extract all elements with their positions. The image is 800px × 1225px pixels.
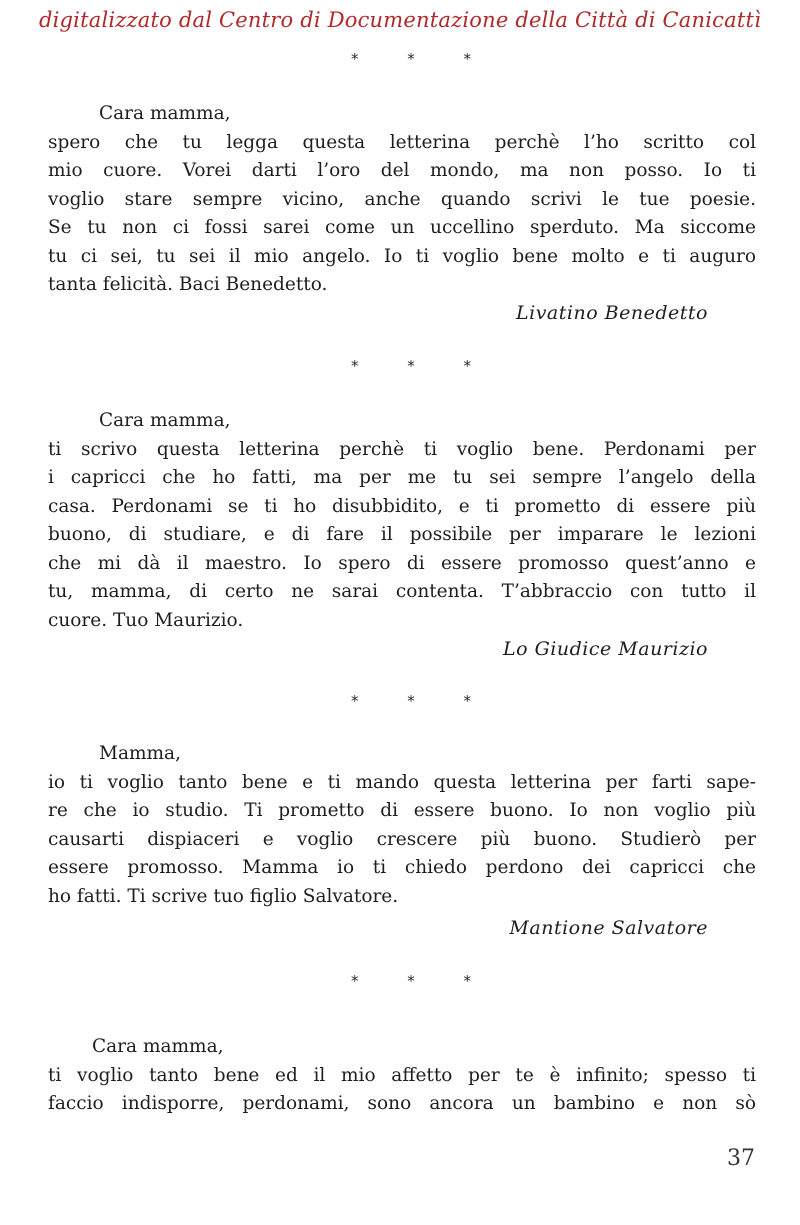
text-line: i capricci che ho fatti, ma per me tu sei sempre l’angelo della	[48, 467, 756, 488]
letter-1	[48, 100, 756, 300]
text-line: io ti voglio tanto bene e ti mando questa letterina per farti sape-	[48, 771, 756, 793]
section-separator: * * *	[350, 50, 494, 68]
section-separator: * * *	[350, 692, 494, 710]
letter-signature: Livatino Benedetto	[516, 302, 708, 324]
page-number: 37	[727, 1146, 755, 1171]
text-line: cuore. Tuo Maurizio.	[48, 609, 244, 631]
text-line: mio cuore. Vorei darti l’oro del mondo, ma non posso. Io ti	[48, 160, 756, 181]
text-line: ho fatti. Ti scrive tuo figlio Salvatore.	[48, 885, 399, 907]
letter-2	[48, 407, 756, 635]
text-line: voglio stare sempre vicino, anche quando scrivi le tue poesie.	[48, 188, 756, 210]
text-line: Se tu non ci fossi sarei come un uccellino sperduto. Ma siccome	[48, 217, 756, 238]
letter-4	[48, 1033, 756, 1119]
text-line: ti scrivo questa letterina perchè ti voglio bene. Perdonami per	[48, 438, 756, 460]
text-line: re che io studio. Ti prometto di essere buono. Io non voglio più	[48, 800, 756, 821]
letter-salutation: Cara mamma,	[99, 410, 231, 431]
text-line: tu, mamma, di certo ne sarai contenta. T’abbraccio con tutto il	[48, 581, 756, 602]
text-line: casa. Perdonami se ti ho disubbidito, e ti prometto di essere più	[48, 495, 756, 517]
text-line: causarti dispiaceri e voglio crescere più buono. Studierò per	[48, 828, 756, 850]
section-separator: * * *	[350, 972, 494, 990]
letter-salutation: Cara mamma,	[99, 103, 231, 124]
text-line: tu ci sei, tu sei il mio angelo. Io ti voglio bene molto e ti auguro	[48, 245, 756, 267]
letter-signature: Mantione Salvatore	[509, 917, 708, 939]
letter-3	[48, 740, 756, 911]
text-line: spero che tu legga questa letterina perchè l’ho scritto col	[48, 131, 756, 153]
text-line: tanta felicità. Baci Benedetto.	[48, 274, 328, 295]
text-line: ti voglio tanto bene ed il mio affetto per te è infinito; spesso ti	[48, 1064, 756, 1086]
letter-salutation: Mamma,	[99, 743, 181, 764]
letter-signature: Lo Giudice Maurizio	[503, 638, 708, 660]
text-line: buono, di studiare, e di fare il possibile per imparare le lezioni	[48, 524, 756, 545]
section-separator: * * *	[350, 357, 494, 375]
text-line: essere promosso. Mamma io ti chiedo perdono dei capricci che	[48, 857, 756, 878]
text-line: faccio indisporre, perdonami, sono ancora un bambino e non sò	[48, 1093, 756, 1114]
text-line: che mi dà il maestro. Io spero di essere promosso quest’anno e	[48, 552, 756, 574]
digitization-watermark: digitalizzato dal Centro di Documentazione della Città di Canicattì	[38, 8, 762, 32]
letter-salutation: Cara mamma,	[92, 1036, 224, 1057]
